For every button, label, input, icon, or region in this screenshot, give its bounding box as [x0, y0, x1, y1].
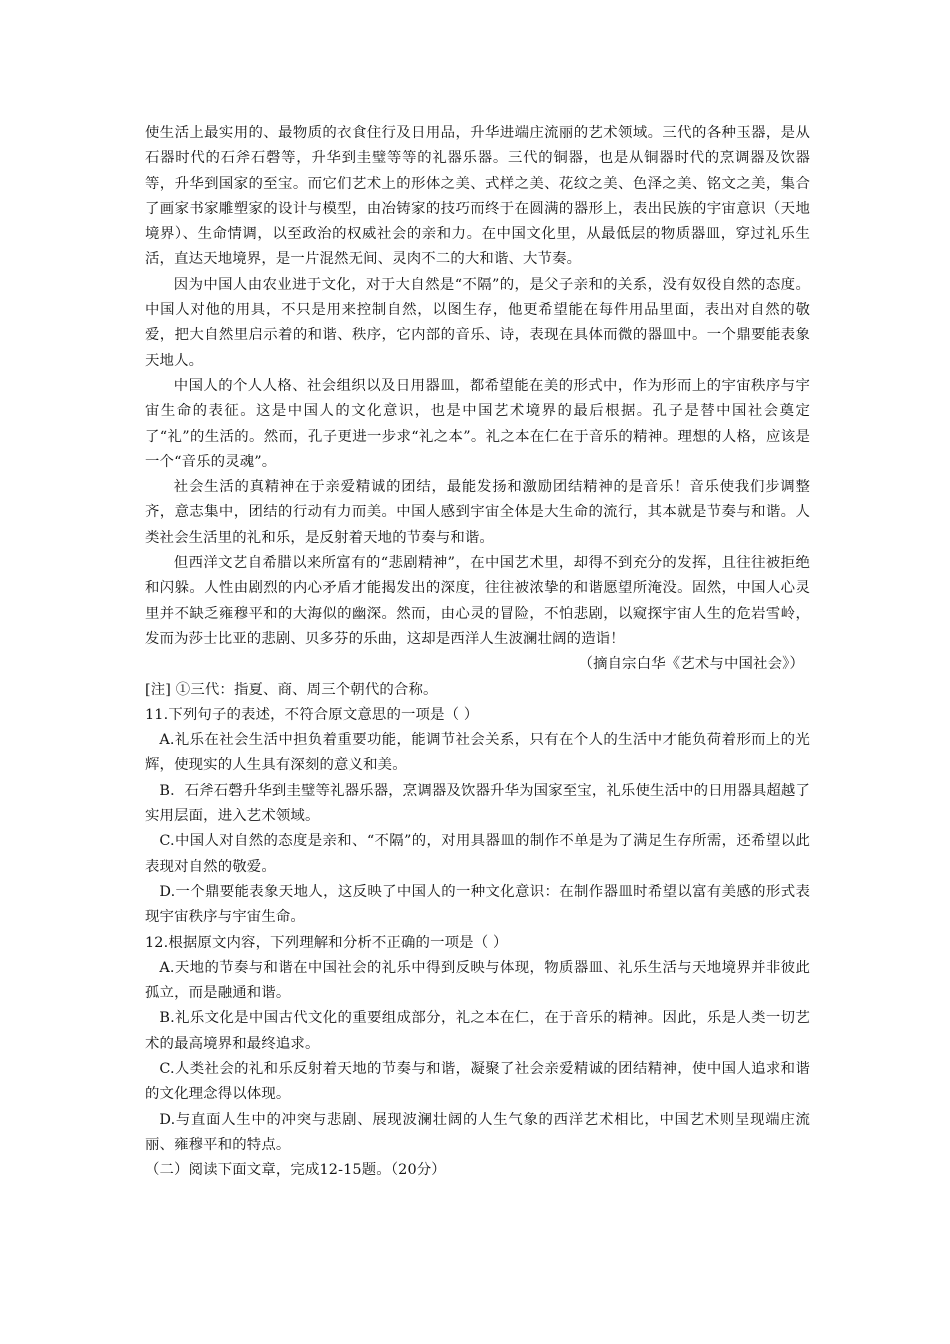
passage-source: （摘自宗白华《艺术与中国社会》） [578, 656, 804, 673]
question-12-stem: 12.根据原文内容，下列理解和分析不正确的一项是（ ） [145, 934, 508, 951]
question-12-option-a: A.天地的节奏与和谐在中国社会的礼乐中得到反映与体现，物质器皿、礼乐生活与天地境界并非彼此孤立，而是融通和谐。 [145, 959, 810, 1002]
question-11-option-a: A.礼乐在社会生活中担负着重要功能，能调节社会关系，只有在个人的生活中才能负荷着形而上的光辉，使现实的人生具有深刻的意义和美。 [145, 732, 810, 774]
footnote: [注] ①三代：指夏、商、周三个朝代的合称。 [145, 681, 438, 698]
exam-page [145, 121, 810, 1183]
question-12-option-b: B.礼乐文化是中国古代文化的重要组成部分，礼之本在仁，在于音乐的精神。因此，乐是人类一切艺术的最高境界和最终追求。 [145, 1010, 810, 1052]
section-heading: （二）阅读下面文章，完成12-15题。（20分） [145, 1162, 446, 1179]
question-11-option-c: C.中国人对自然的态度是亲和、“不隔”的，对用具器皿的制作不单是为了满足生存所需，还希望以此表现对自然的敬爱。 [145, 833, 810, 875]
passage-paragraph: 因为中国人由农业进于文化，对于大自然是“不隔”的，是父子亲和的关系，没有奴役自然的态度。中国人对他的用具，不只是用来控制自然，以图生存，他更希望能在每件用品里面，表出对自然的敬爱，把大自然里启示着的和谐、秩序，它内部的音乐、诗，表现在具体而微的器皿中。一个鼎要能表象天地人。 [145, 276, 810, 369]
question-12-option-c: C.人类社会的礼和乐反射着天地的节奏与和谐，凝聚了社会亲爱精诚的团结精神，使中国人追求和谐的文化理念得以体现。 [145, 1060, 810, 1103]
passage-paragraph: 但西洋文艺自希腊以来所富有的“悲剧精神”，在中国艺术里，却得不到充分的发挥，且往往被拒绝和闪躲。人性由剧烈的内心矛盾才能揭发出的深度，往往被浓挚的和谐愿望所淹没。固然，中国人心灵里并不缺乏雍穆平和的大海似的幽深。然而，由心灵的冒险，不怕悲剧，以窥探宇宙人生的危岩雪岭，发而为莎士比亚的悲剧、贝多芬的乐曲，这却是西洋人生波澜壮阔的造诣！ [145, 555, 810, 647]
passage-paragraph: 使生活上最实用的、最物质的衣食住行及日用品，升华进端庄流丽的艺术领域。三代的各种玉器，是从石器时代的石斧石磬等，升华到圭璧等等的礼器乐器。三代的铜器，也是从铜器时代的烹调器及饮器等，升华到国家的至宝。而它们艺术上的形体之美、式样之美、花纹之美、色泽之美、铭文之美，集合了画家书家雕塑家的设计与模型，由冶铸家的技巧而终于在圆满的器形上，表出民族的宇宙意识（天地境界）、生命情调，以至政治的权威社会的亲和力。在中国文化里，从最低层的物质器皿，穿过礼乐生活，直达天地境界，是一片混然无间、灵肉不二的大和谐、大节奏。 [145, 125, 810, 268]
passage-paragraph: 中国人的个人人格、社会组织以及日用器皿，都希望能在美的形式中，作为形而上的宇宙秩序与宇宙生命的表征。这是中国人的文化意识，也是中国艺术境界的最后根据。孔子是替中国社会奠定了“礼”的生活的。然而，孔子更进一步求“礼之本”。礼之本在仁在于音乐的精神。理想的人格，应该是一个“音乐的灵魂”。 [145, 377, 810, 470]
question-11-stem: 11.下列句子的表述，不符合原文意思的一项是（ ） [145, 706, 479, 723]
question-12-option-d: D.与直面人生中的冲突与悲剧、展现波澜壮阔的人生气象的西洋艺术相比，中国艺术则呈现端庄流丽、雍穆平和的特点。 [145, 1111, 810, 1153]
passage-paragraph: 社会生活的真精神在于亲爱精诚的团结，最能发扬和激励团结精神的是音乐！音乐使我们步调整齐，意志集中，团结的行动有力而美。中国人感到宇宙全体是大生命的流行，其本就是节奏与和谐。人类社会生活里的礼和乐，是反射着天地的节奏与和谐。 [145, 479, 810, 546]
question-11-option-d: D.一个鼎要能表象天地人，这反映了中国人的一种文化意识：在制作器皿时希望以富有美感的形式表现宇宙秩序与宇宙生命。 [145, 883, 810, 926]
question-11-option-b: B．石斧石磬升华到圭璧等礼器乐器，烹调器及饮器升华为国家至宝，礼乐使生活中的日用器具超越了实用层面，进入艺术领域。 [145, 782, 810, 825]
